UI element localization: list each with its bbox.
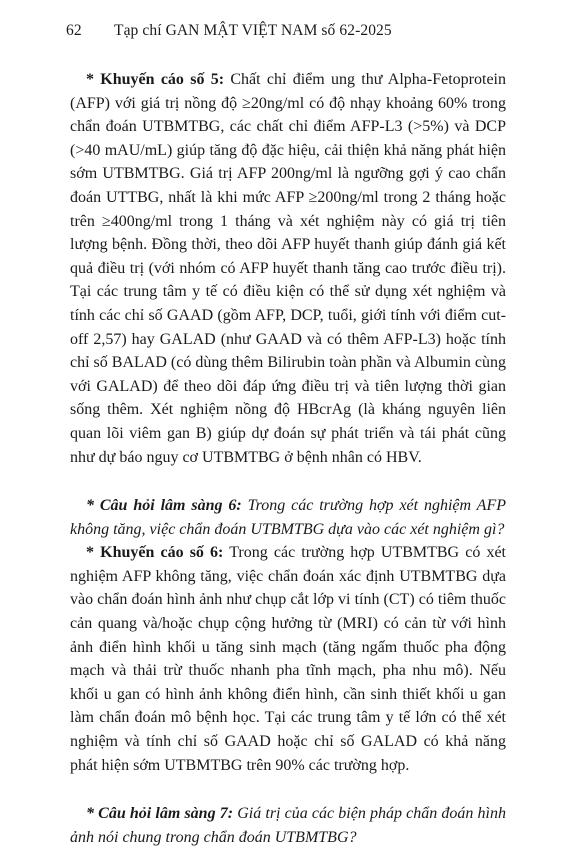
recommendation-6-text: Trong các trường hợp UTBMTBG có xét nghiệm AFP không tăng, việc chẩn đoán xác định UTBMTBG dựa vào chẩn đoán hình ảnh như chụp cắt lớp vi tính (CT) có tiêm thuốc cản quang và/hoặc chụp cộng hưởng từ (MRI) có cản từ với hình ảnh điển hình khối u tăng sinh mạch (tăng ngấm thuốc pha động mạch và thải trừ thuốc nhanh pha tĩnh mạch, pha nhu mô). Nếu khối u gan có hình ảnh không điển hình, cần sinh thiết khối u gan làm chẩn đoán mô bệnh học. Tại các trung tâm y tế lớn có thể xét nghiệm và tính chỉ số GAAD hoặc chỉ số GALAD có khả năng phát hiện sớm UTBMTBG trên 90% các trường hợp. [70, 544, 506, 774]
clinical-question-7-text: Giá trị của các biện pháp chẩn đoán hình ảnh nói chung trong chẩn đoán UTBMTBG? [70, 805, 507, 846]
clinical-question-7-label: * Câu hỏi lâm sàng 7: [86, 805, 234, 823]
article-body [70, 68, 506, 849]
recommendation-5 [70, 68, 506, 469]
clinical-question-6-label: * Câu hỏi lâm sàng 6: [86, 497, 242, 515]
paragraph-gap [70, 469, 506, 494]
clinical-question-7 [70, 802, 506, 849]
journal-title: Tạp chí GAN MẬT VIỆT NAM số 62-2025 [114, 22, 392, 39]
recommendation-5-label: * Khuyến cáo số 5: [86, 71, 225, 88]
page-header [66, 22, 512, 40]
recommendation-5-text: Chất chỉ điểm ung thư Alpha-Fetoprotein (AFP) với giá trị nồng độ ≥20ng/ml có độ nhạy khoảng 60% trong chẩn đoán UTBMTBG, các chất chỉ điểm AFP-L3 (>5%) và DCP (>40 mAU/mL) giúp tăng độ đặc hiệu, cải thiện khả năng phát hiện sớm UTBMTBG. Giá trị AFP 200ng/ml là ngưỡng gợi ý cao chẩn đoán UTTBG, nhất là khi mức AFP ≥200ng/ml trong 2 tháng hoặc trên ≥400ng/ml trong 1 tháng và xét nghiệm này có giá trị tiên lượng bệnh. Đồng thời, theo dõi AFP huyết thanh giúp đánh giá kết quả điều trị (với nhóm có AFP huyết thanh tăng cao trước điều trị). Tại các trung tâm y tế có điều kiện có thể sử dụng xét nghiệm và tính các chỉ số GAAD (gồm AFP, DCP, tuổi, giới tính với điểm cut-off 2,57) hay GALAD (như GAAD và có thêm AFP-L3) hoặc tính chỉ số BALAD (có dùng thêm Bilirubin toàn phần và Albumin cùng với GALAD) để theo dõi đáp ứng điều trị và tiên lượng thời gian sống thêm. Xét nghiệm nồng độ HBcrAg (là kháng nguyên liên quan lõi viêm gan B) giúp dự đoán sự phát triển và tái phát cũng như dự báo nguy cơ UTBMTBG ở bệnh nhân có HBV. [70, 71, 506, 466]
recommendation-6 [70, 541, 506, 777]
clinical-question-6-text: Trong các trường hợp xét nghiệm AFP không tăng, việc chẩn đoán UTBMTBG dựa vào các xét nghiệm gì? [70, 497, 506, 538]
page-number: 62 [66, 22, 82, 39]
recommendation-6-label: * Khuyến cáo số 6: [86, 544, 224, 562]
clinical-question-6 [70, 494, 506, 541]
paragraph-gap [70, 777, 506, 802]
